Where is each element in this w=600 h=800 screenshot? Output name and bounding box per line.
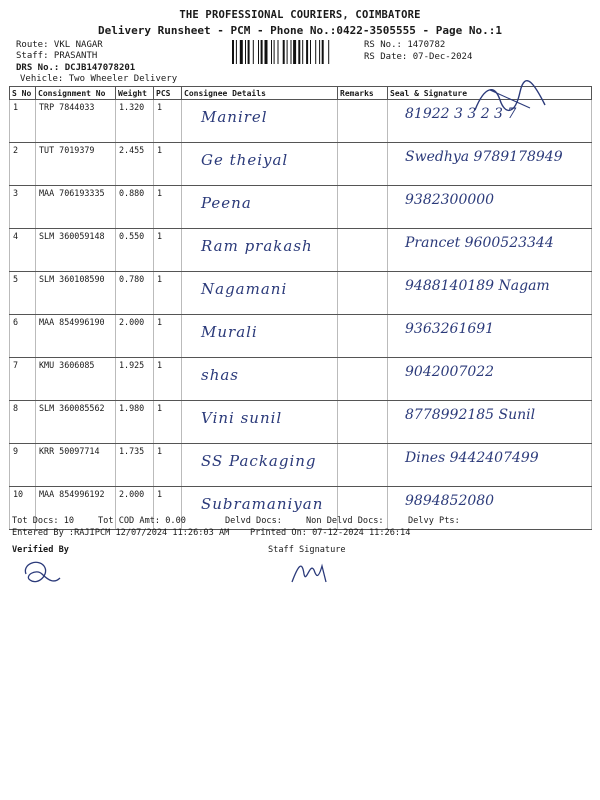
cell-signature: [388, 229, 592, 272]
signature-handwriting: 81922 3 3 2 3 7: [405, 106, 517, 122]
cell-sno: 9: [10, 444, 36, 487]
cell-consignment-no: SLM 360059148: [36, 229, 116, 272]
signature-handwriting: Dines 9442407499: [405, 450, 539, 466]
runsheet-title: Delivery Runsheet - PCM - Phone No.:0422-3505555 - Page No.:1: [98, 24, 502, 37]
signature-handwriting: 8778992185 Sunil: [405, 407, 536, 423]
cell-remarks: [338, 143, 388, 186]
cell-sno: 6: [10, 315, 36, 358]
cell-pcs: 1: [154, 358, 182, 401]
cell-weight: 0.550: [116, 229, 154, 272]
company-name: THE PROFESSIONAL COURIERS, COIMBATORE: [179, 9, 421, 21]
cell-weight: 1.320: [116, 100, 154, 143]
table-row: [10, 229, 592, 272]
cell-pcs: 1: [154, 100, 182, 143]
cell-consignee: [182, 100, 338, 143]
stamp-scribble: [470, 80, 550, 120]
col-remarks: Remarks: [338, 87, 388, 100]
cell-weight: 1.735: [116, 444, 154, 487]
cell-signature: [388, 186, 592, 229]
cell-signature: [388, 444, 592, 487]
col-weight: Weight: [116, 87, 154, 100]
cell-sno: 1: [10, 100, 36, 143]
verifier-signature: [18, 556, 63, 591]
cell-sno: 4: [10, 229, 36, 272]
table-row: [10, 272, 592, 315]
cell-weight: 1.980: [116, 401, 154, 444]
total-docs: Tot Docs: 10: [12, 516, 75, 526]
cell-remarks: [338, 186, 388, 229]
signature-handwriting: Swedhya 9789178949: [405, 149, 563, 165]
cell-consignee: [182, 315, 338, 358]
delivery-points: Delvy Pts:: [408, 516, 460, 526]
cell-weight: 2.000: [116, 487, 154, 530]
col-sno: S No: [10, 87, 36, 100]
cell-consignment-no: MAA 854996190: [36, 315, 116, 358]
table-row: [10, 401, 592, 444]
non-delivered-docs: Non Delvd Docs:: [306, 516, 384, 526]
cell-signature: [388, 315, 592, 358]
consignee-handwriting: Nagamani: [201, 280, 288, 298]
cell-pcs: 1: [154, 143, 182, 186]
cell-sno: 8: [10, 401, 36, 444]
drs-number: DRS No.: DCJB147078201: [16, 63, 136, 73]
barcode-graphic: [232, 40, 360, 64]
col-consignment-no: Consignment No: [36, 87, 116, 100]
consignee-handwriting: shas: [201, 366, 239, 384]
rs-date: RS Date: 07-Dec-2024: [364, 52, 473, 62]
signature-handwriting: 9488140189 Nagam: [405, 278, 550, 294]
cell-sno: 2: [10, 143, 36, 186]
cell-consignment-no: MAA 706193335: [36, 186, 116, 229]
cell-consignee: [182, 444, 338, 487]
cell-consignee: [182, 229, 338, 272]
cell-weight: 2.455: [116, 143, 154, 186]
cell-consignment-no: KMU 3606085: [36, 358, 116, 401]
table-row: [10, 143, 592, 186]
cell-sno: 7: [10, 358, 36, 401]
consignee-handwriting: Vini sunil: [201, 409, 283, 427]
cell-consignment-no: MAA 854996192: [36, 487, 116, 530]
col-seal-signature: Seal & Signature: [388, 87, 592, 100]
table-row: [10, 487, 592, 530]
table-row: [10, 315, 592, 358]
staff-signature-label: Staff Signature: [268, 545, 346, 555]
consignee-handwriting: Subramaniyan: [201, 495, 324, 513]
cell-consignee: [182, 358, 338, 401]
signature-handwriting: 9042007022: [405, 364, 495, 380]
rs-info: [364, 39, 472, 63]
cell-consignment-no: SLM 360108590: [36, 272, 116, 315]
table-row: [10, 444, 592, 487]
rs-number: RS No.: 1470782: [364, 40, 446, 50]
cell-weight: 0.880: [116, 186, 154, 229]
cell-consignment-no: TRP 7844033: [36, 100, 116, 143]
verified-by-label: Verified By: [12, 545, 69, 555]
cell-pcs: 1: [154, 401, 182, 444]
cell-weight: 0.780: [116, 272, 154, 315]
cell-signature: [388, 272, 592, 315]
table-row: [10, 186, 592, 229]
vehicle-label: Vehicle: Two Wheeler Delivery: [20, 74, 178, 84]
cell-consignee: [182, 186, 338, 229]
cell-consignee: [182, 143, 338, 186]
printed-on: Printed On: 07-12-2024 11:26:14: [250, 528, 411, 538]
consignee-handwriting: Ram prakash: [201, 237, 313, 255]
col-consignee: Consignee Details: [182, 87, 338, 100]
cell-consignment-no: TUT 7019379: [36, 143, 116, 186]
delivered-docs: Delvd Docs:: [225, 516, 282, 526]
cell-weight: 2.000: [116, 315, 154, 358]
cell-consignee: [182, 272, 338, 315]
cell-pcs: 1: [154, 272, 182, 315]
signature-handwriting: 9382300000: [405, 192, 495, 208]
cell-remarks: [338, 315, 388, 358]
staff-signature: [288, 556, 333, 588]
signature-handwriting: Prancet 9600523344: [405, 235, 554, 251]
cell-pcs: 1: [154, 444, 182, 487]
cell-signature: [388, 401, 592, 444]
cell-consignment-no: KRR 50097714: [36, 444, 116, 487]
cell-remarks: [338, 272, 388, 315]
route-label: Route: VKL NAGAR: [16, 40, 103, 50]
signature-handwriting: 9894852080: [405, 493, 495, 509]
signature-handwriting: 9363261691: [405, 321, 495, 337]
cell-consignee: [182, 401, 338, 444]
consignee-handwriting: Peena: [201, 194, 252, 212]
cell-sno: 10: [10, 487, 36, 530]
consignee-handwriting: SS Packaging: [201, 452, 317, 470]
consignee-handwriting: Murali: [201, 323, 258, 341]
cell-remarks: [338, 229, 388, 272]
cell-signature: [388, 358, 592, 401]
cell-remarks: [338, 358, 388, 401]
table-row: [10, 358, 592, 401]
cell-pcs: 1: [154, 229, 182, 272]
entered-by: Entered By :RAJIPCM 12/07/2024 11:26:03 AM: [12, 528, 230, 538]
consignee-handwriting: Ge theiyal: [201, 151, 289, 169]
total-cod: Tot COD Amt: 0.00: [98, 516, 186, 526]
cell-pcs: 1: [154, 186, 182, 229]
cell-pcs: 1: [154, 315, 182, 358]
cell-sno: 5: [10, 272, 36, 315]
cell-weight: 1.925: [116, 358, 154, 401]
cell-remarks: [338, 100, 388, 143]
cell-remarks: [338, 444, 388, 487]
staff-label: Staff: PRASANTH: [16, 51, 98, 61]
cell-sno: 3: [10, 186, 36, 229]
cell-signature: [388, 143, 592, 186]
col-pcs: PCS: [154, 87, 182, 100]
cell-consignment-no: SLM 360085562: [36, 401, 116, 444]
cell-remarks: [338, 401, 388, 444]
cell-pcs: 1: [154, 487, 182, 530]
consignment-table: [9, 86, 592, 530]
consignee-handwriting: Manirel: [201, 108, 268, 126]
